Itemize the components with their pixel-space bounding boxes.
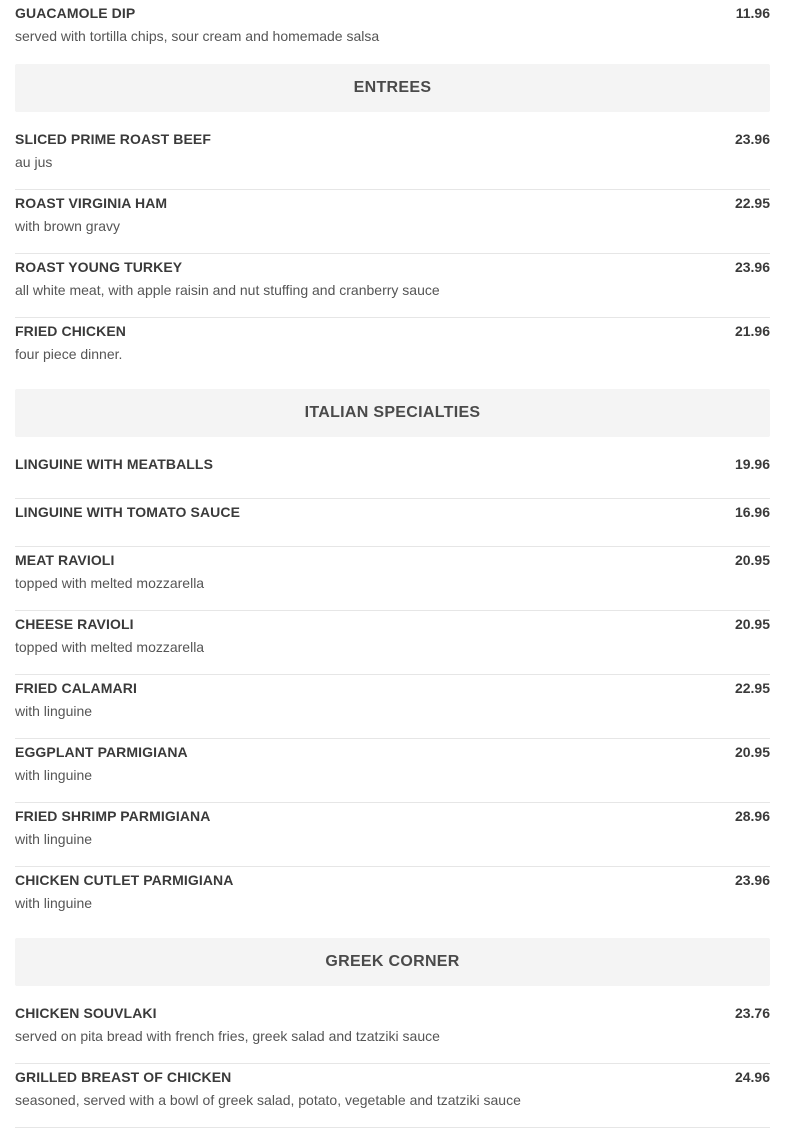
- menu-item-description: with linguine: [15, 703, 93, 719]
- menu-item-description: all white meat, with apple raisin and nut stuffing and cranberry sauce: [15, 282, 440, 298]
- menu-item-linguine-meatballs[interactable]: [15, 451, 770, 499]
- menu-item-description: with linguine: [15, 831, 93, 847]
- menu-item-price: 19.96: [734, 456, 770, 472]
- section-header-entrees: ENTREES: [15, 64, 770, 112]
- menu-item-price: 20.95: [734, 552, 770, 568]
- menu-item-price: 21.96: [734, 323, 770, 339]
- menu-item-description: four piece dinner.: [15, 346, 123, 362]
- menu-item-description: with brown gravy: [15, 218, 121, 234]
- menu-item-name: MEAT RAVIOLI: [15, 552, 115, 568]
- menu-item-description: au jus: [15, 154, 53, 170]
- menu-item-fried-chicken[interactable]: [15, 318, 770, 382]
- menu-item-cheese-ravioli[interactable]: [15, 611, 770, 675]
- menu-item-description: with linguine: [15, 895, 93, 911]
- menu-item-chicken-cutlet-parmigiana[interactable]: [15, 867, 770, 931]
- menu-item-price: 22.95: [734, 195, 770, 211]
- menu-item-description: topped with melted mozzarella: [15, 575, 205, 591]
- section-header-greek-corner: GREEK CORNER: [15, 938, 770, 986]
- menu-item-guacamole-dip[interactable]: [15, 0, 770, 64]
- menu-item-name: GUACAMOLE DIP: [15, 5, 136, 21]
- menu-item-description: served on pita bread with french fries, greek salad and tzatziki sauce: [15, 1028, 440, 1044]
- menu-item-price: 22.95: [734, 680, 770, 696]
- menu-item-fried-shrimp-parmigiana[interactable]: [15, 803, 770, 867]
- menu-item-name: FRIED CALAMARI: [15, 680, 137, 696]
- menu-item-price: 24.96: [734, 1069, 770, 1085]
- menu-item-name: FRIED SHRIMP PARMIGIANA: [15, 808, 211, 824]
- menu-item-price: 20.95: [734, 744, 770, 760]
- menu-item-linguine-tomato-sauce[interactable]: [15, 499, 770, 547]
- menu-item-price: 16.96: [734, 504, 770, 520]
- menu-item-eggplant-parmigiana[interactable]: [15, 739, 770, 803]
- menu-item-young-turkey[interactable]: [15, 254, 770, 318]
- menu-item-meat-ravioli[interactable]: [15, 547, 770, 611]
- menu-item-roast-beef[interactable]: [15, 126, 770, 190]
- menu-item-name: ROAST VIRGINIA HAM: [15, 195, 168, 211]
- menu-item-name: GRILLED BREAST OF CHICKEN: [15, 1069, 232, 1085]
- menu-item-name: FRIED CHICKEN: [15, 323, 126, 339]
- menu-item-name: ROAST YOUNG TURKEY: [15, 259, 183, 275]
- menu-item-fried-calamari[interactable]: [15, 675, 770, 739]
- menu-item-name: EGGPLANT PARMIGIANA: [15, 744, 188, 760]
- menu-item-description: seasoned, served with a bowl of greek salad, potato, vegetable and tzatziki sauce: [15, 1092, 521, 1108]
- menu-item-price: 28.96: [734, 808, 770, 824]
- menu-item-description: topped with melted mozzarella: [15, 639, 205, 655]
- menu-item-price: 23.96: [734, 872, 770, 888]
- menu-item-name: LINGUINE WITH MEATBALLS: [15, 456, 214, 472]
- menu-item-price: 23.76: [734, 1005, 770, 1021]
- menu-item-name: CHICKEN SOUVLAKI: [15, 1005, 157, 1021]
- menu-item-name: CHEESE RAVIOLI: [15, 616, 134, 632]
- menu-item-price: 11.96: [735, 5, 770, 21]
- section-header-italian-specialties: ITALIAN SPECIALTIES: [15, 389, 770, 437]
- menu-item-description: with linguine: [15, 767, 93, 783]
- menu-item-price: 20.95: [734, 616, 770, 632]
- menu-item-grilled-breast-of-chicken[interactable]: [15, 1064, 770, 1128]
- restaurant-menu: [15, 0, 770, 1128]
- menu-item-description: served with tortilla chips, sour cream and homemade salsa: [15, 28, 380, 44]
- menu-item-virginia-ham[interactable]: [15, 190, 770, 254]
- menu-item-name: SLICED PRIME ROAST BEEF: [15, 131, 211, 147]
- menu-item-price: 23.96: [734, 259, 770, 275]
- menu-item-chicken-souvlaki[interactable]: [15, 1000, 770, 1064]
- menu-item-name: LINGUINE WITH TOMATO SAUCE: [15, 504, 241, 520]
- menu-item-name: CHICKEN CUTLET PARMIGIANA: [15, 872, 234, 888]
- menu-item-price: 23.96: [734, 131, 770, 147]
